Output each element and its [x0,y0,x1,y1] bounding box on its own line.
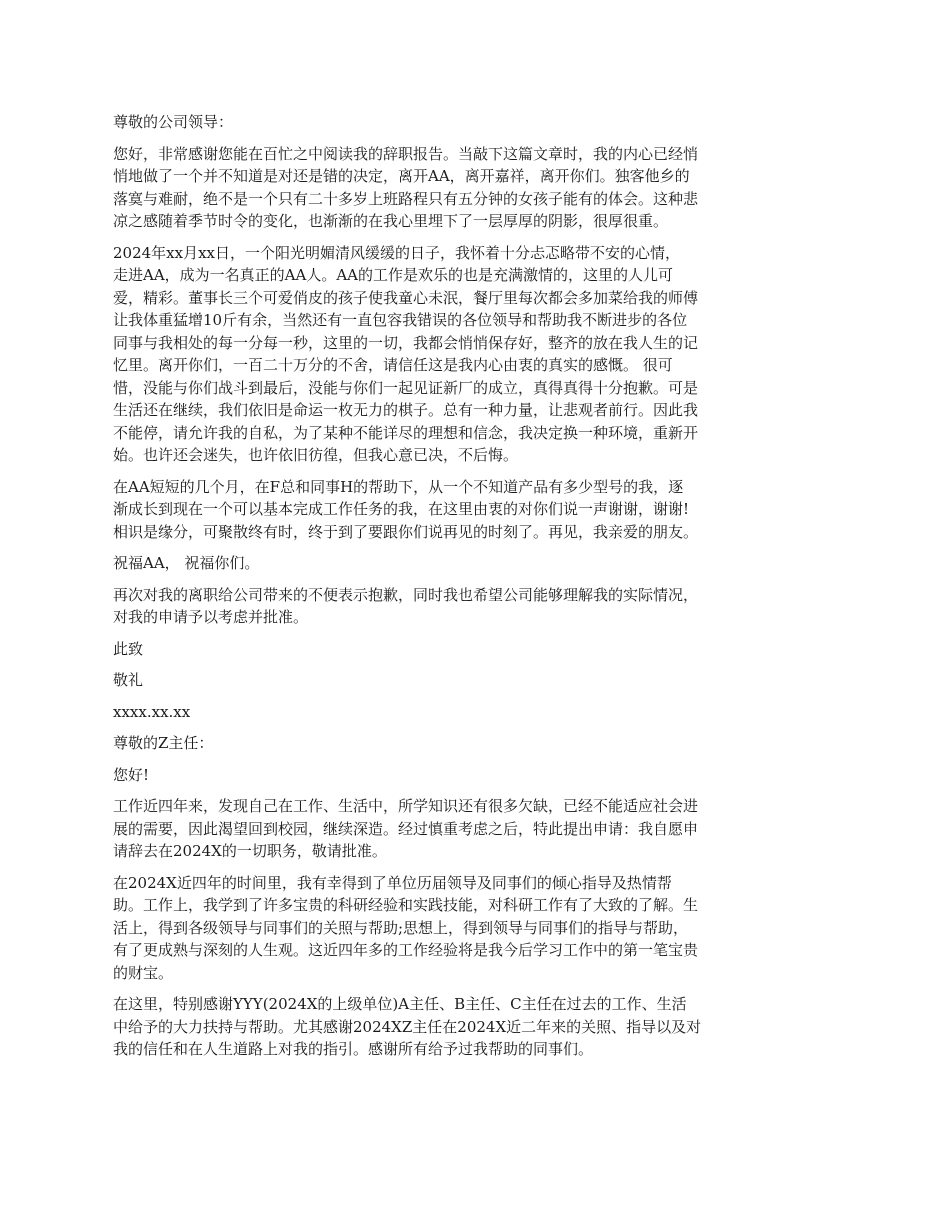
text-line: 让我体重猛增10斤有余，当然还有一直包容我错误的各位领导和帮助我不断进步的各位 [113,311,688,329]
letter2-paragraph-1 [113,795,838,863]
text-line: 惜，没能与你们战斗到最后，没能与你们一起见证新厂的成立，真得真得十分抱歉。可是 [113,378,699,397]
letter1-closing-1: 此致 [113,639,144,658]
text-line: 工作近四年来，发现自己在工作、生活中，所学知识还有很多欠缺，已经不能适应社会进 [113,797,699,815]
text-line: 您好，非常感谢您能在百忙之中阅读我的辞职报告。当敲下这篇文章时，我的内心已经悄 [113,144,699,163]
letter2-paragraph-2 [113,872,838,985]
letter2-greeting: 您好! [113,765,150,784]
text-line: 在AA短短的几个月，在F总和同事H的帮助下，从一个不知道产品有多少型号的我，逐 [113,477,684,496]
text-line: 对我的申请予以考虑并批准。 [113,608,309,626]
letter1-paragraph-4: 祝福AA， 祝福你们。 [113,554,260,572]
text-line: 忆里。离开你们，一百二十万分的不舍，请信任这是我内心由衷的真实的感慨。 很可 [113,356,673,374]
text-line: 中给予的大力扶持与帮助。尤其感谢2024XZ主任在2024X近二年来的关照、指导以及对 [113,1017,702,1036]
text-line: 请辞去在2024X的一切职务，敬请批准。 [113,842,387,860]
letter1-salutation: 尊敬的公司领导： [113,113,234,131]
text-line: 再次对我的离职给公司带来的不便表示抱歉，同时我也希望公司能够理解我的实际情况， [113,585,699,604]
text-line: 有了更成熟与深刻的人生观。这近四年多的工作经验将是我今后学习工作中的第一笔宝贵 [113,941,699,959]
text-line: 不能停，请允许我的自私，为了某种不能详尽的理想和信念，我决定换一种环境，重新开 [113,423,699,442]
text-line: 悄地做了一个并不知道是对还是错的决定，离开AA，离开嘉祥，离开你们。独客他乡的 [113,167,690,185]
letter1-paragraph-1 [113,143,838,233]
text-line: 相识是缘分，可聚散终有时，终于到了要跟你们说再见的时刻了。再见，我亲爱的朋友。 [113,522,699,541]
text-line: 在2024X近四年的时间里，我有幸得到了单位历届领导及同事们的倾心指导及热情帮 [113,873,672,892]
text-line: 生活还在继续，我们依旧是命运一枚无力的棋子。总有一种力量，让悲观者前行。因此我 [113,401,699,419]
letter1-paragraph-2 [113,242,838,467]
text-line: 展的需要，因此渴望回到校园，继续深造。经过慎重考虑之后，特此提出申请：我自愿申 [113,819,699,838]
letter2-salutation: 尊敬的Z主任： [113,734,214,752]
document-page [113,111,838,1070]
text-line: 落寞与难耐，绝不是一个只有二十多岁上班路程只有五分钟的女孩子能有的体会。这种悲 [113,189,699,208]
letter2-paragraph-3 [113,993,838,1061]
text-line: 的财宝。 [113,963,174,982]
letter1-paragraph-3 [113,476,838,544]
letter1-paragraph-5 [113,584,838,629]
text-line: 2024年xx月xx日，一个阳光明媚清风缓缓的日子，我怀着十分忐忑略带不安的心情， [113,243,681,262]
text-line: 同事与我相处的每一分每一秒，这里的一切，我都会悄悄保存好，整齐的放在我人生的记 [113,333,699,352]
text-line: 爱，精彩。董事长三个可爱俏皮的孩子使我童心未泯，餐厅里每次都会多加菜给我的师傅 [113,288,699,307]
letter1-closing-2: 敬礼 [113,671,144,689]
text-line: 渐成长到现在一个可以基本完成工作任务的我，在这里由衷的对你们说一声谢谢，谢谢! [113,500,690,518]
text-line: 凉之感随着季节时令的变化，也渐渐的在我心里埋下了一层厚厚的阴影，很厚很重。 [113,212,669,230]
text-line: 走进AA，成为一名真正的AA人。AA的工作是欢乐的也是充满激情的，这里的人儿可 [113,266,673,284]
text-line: 在这里，特别感谢YYY(2024X的上级单位)A主任、B主任、C主任在过去的工作、生活 [113,995,687,1013]
text-line: 活上，得到各级领导与同事们的关照与帮助;思想上，得到领导与同事们的指导与帮助， [113,918,689,937]
letter1-date: xxxx.xx.xx [113,702,191,721]
text-line: 始。也许还会迷失，也许依旧彷徨，但我心意已决，不后悔。 [113,446,519,464]
text-line: 助。工作上，我学到了许多宝贵的科研经验和实践技能，对科研工作有了大致的了解。生 [113,896,699,914]
text-line: 我的信任和在人生道路上对我的指引。感谢所有给予过我帮助的同事们。 [113,1040,594,1058]
